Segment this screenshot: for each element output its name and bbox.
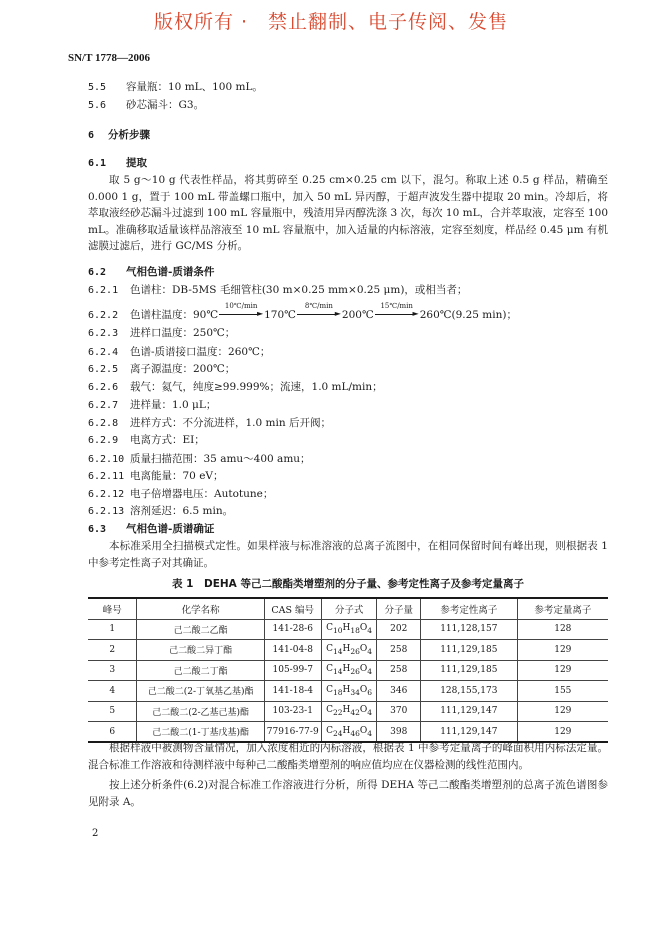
item-text: 进样方式：不分流进样，1.0 min 后开阀； — [130, 417, 331, 429]
column-header: CAS 编号 — [264, 598, 321, 619]
cas-number: 141-04-8 — [264, 640, 321, 661]
cas-number: 141-18-4 — [264, 681, 321, 702]
arrow-head-icon: ► — [412, 309, 419, 318]
formula-element: O — [359, 725, 368, 736]
item-text: 色谱柱：DB-5MS 毛细管柱(30 m×0.25 mm×0.25 μm)，或相当者； — [130, 284, 468, 296]
item-text: 电离能量：70 eV； — [130, 470, 224, 482]
section-title: 提取 — [126, 157, 147, 169]
chemical-name: 己二酸二(2-丁氧基乙基)酯 — [137, 681, 264, 702]
paragraph-text: 取 5 g～10 g 代表性样品，将其剪碎至 0.25 cm×0.25 cm 以下，混匀。称取上述 0.5 g 样品，精确至 0.000 1 g，置于 100 mL 带盖螺口瓶中，加入 50 mL 异丙醇，于超声波发生器中提取 20 min。冷却后，将萃取液经砂芯漏斗过滤到 100 mL 容量瓶中，残渣用异丙醇洗涤 3 次，每次 10 mL，合并萃取液，定容至 100 mL。准确移取适量该样品溶液至 10 mL 容量瓶中，加入适量的内标溶液，定容至刻度，样品经 0.45 μm 有机滤膜过滤后，进行 GC/MS 分析。 — [88, 174, 608, 252]
section-6-1-heading — [88, 156, 147, 171]
item-number: 6.2.1 — [88, 285, 119, 296]
item-number: 6.2.10 — [88, 454, 125, 465]
condition-6-2-3 — [88, 326, 235, 341]
item-number: 6.2.12 — [88, 489, 125, 500]
section-number: 6 — [88, 130, 95, 141]
item-number: 5.5 — [88, 82, 107, 93]
formula-subscript: 18 — [332, 687, 343, 697]
temp-step: 260℃(9.25 min)； — [419, 309, 517, 321]
condition-6-2-2 — [88, 302, 517, 323]
table-row — [88, 660, 608, 681]
item-text: 质量扫描范围：35 amu～400 amu； — [130, 453, 311, 465]
peak-number: 1 — [88, 619, 137, 640]
formula-subscript: 6 — [367, 687, 373, 697]
formula-subscript: 10 — [332, 626, 343, 636]
item-5-6 — [88, 98, 204, 113]
ramp-arrow — [375, 302, 419, 320]
section-number: 6.1 — [88, 158, 107, 169]
formula-element: H — [342, 684, 351, 695]
page-number: 2 — [92, 828, 99, 839]
qualitative-ions: 111,129,147 — [421, 701, 518, 722]
molecular-weight: 258 — [377, 640, 421, 661]
item-number: 6.2.9 — [88, 435, 119, 446]
formula-subscript: 14 — [332, 667, 343, 677]
section-6-3-heading — [88, 522, 214, 537]
item-number: 6.2.8 — [88, 418, 119, 429]
formula-element: O — [359, 623, 368, 634]
chemical-name: 己二酸二乙酯 — [137, 619, 264, 640]
quantitative-ion: 128 — [517, 619, 608, 640]
quantitative-ion: 155 — [517, 681, 608, 702]
item-number: 6.2.5 — [88, 364, 119, 375]
ramp-rate: 8℃/min — [304, 302, 333, 310]
formula-element: O — [359, 664, 368, 675]
item-number: 6.2.3 — [88, 328, 119, 339]
confirmation-paragraph — [88, 538, 608, 571]
condition-6-2-1 — [88, 283, 467, 298]
formula-subscript: 4 — [367, 728, 373, 738]
formula-subscript: 4 — [367, 708, 373, 718]
formula-element: C — [326, 684, 333, 695]
section-6-2-heading — [88, 265, 214, 280]
table-row — [88, 722, 608, 743]
plasticizer-table — [88, 597, 608, 743]
quantitative-ion: 129 — [517, 660, 608, 681]
arrow-head-icon: ► — [256, 309, 264, 318]
condition-6-2-8 — [88, 416, 331, 431]
formula-subscript: 26 — [350, 646, 360, 656]
qualitative-ions: 128,155,173 — [421, 681, 518, 702]
condition-6-2-13 — [88, 504, 233, 519]
formula-element: O — [359, 643, 368, 654]
standard-number: SN/T 1778—2006 — [68, 52, 151, 64]
peak-number: 6 — [88, 722, 137, 743]
column-header: 参考定量离子 — [517, 598, 608, 619]
condition-6-2-6 — [88, 380, 383, 395]
cas-number: 141-28-6 — [264, 619, 321, 640]
chemical-name: 己二酸二丁酯 — [137, 660, 264, 681]
molecular-formula — [321, 640, 377, 661]
temp-step: 170℃ — [264, 309, 296, 321]
peak-number: 4 — [88, 681, 137, 702]
cas-number: 77916-77-9 — [264, 722, 321, 743]
column-header: 化学名称 — [137, 598, 264, 619]
cas-number: 103-23-1 — [264, 701, 321, 722]
table-row — [88, 701, 608, 722]
ramp-rate: 15℃/min — [380, 302, 413, 310]
temp-step: 200℃ — [341, 309, 374, 321]
item-5-5 — [88, 80, 263, 95]
item-text: 色谱-质谱接口温度：260℃； — [130, 346, 271, 358]
table-caption: 表 1 DEHA 等己二酸酯类增塑剂的分子量、参考定性离子及参考定量离子 — [172, 578, 524, 590]
item-number: 5.6 — [88, 100, 107, 111]
column-header: 分子式 — [321, 598, 377, 619]
formula-subscript: 46 — [350, 728, 360, 738]
formula-element: H — [342, 705, 351, 716]
peak-number: 5 — [88, 701, 137, 722]
section-number: 6.3 — [88, 524, 107, 535]
item-text: 容量瓶：10 mL、100 mL。 — [126, 81, 263, 93]
formula-element: C — [326, 643, 333, 654]
arrow-head-icon: ► — [334, 309, 341, 318]
formula-subscript: 4 — [367, 646, 373, 656]
formula-element: O — [359, 684, 368, 695]
quantitative-ion: 129 — [517, 722, 608, 743]
molecular-weight: 202 — [377, 619, 421, 640]
ramp-arrow — [219, 302, 264, 320]
analysis-paragraph: 按上述分析条件(6.2)对混合标准工作溶液进行分析，所得 DEHA 等己二酸酯类增塑剂的总离子流色谱图参见附录 A。 — [88, 779, 608, 808]
formula-element: H — [342, 664, 351, 675]
table-row — [88, 619, 608, 640]
after-table-text — [88, 740, 608, 810]
item-text: 电子倍增器电压：Autotune； — [130, 488, 274, 500]
peak-number: 3 — [88, 660, 137, 681]
molecular-weight: 258 — [377, 660, 421, 681]
molecular-formula — [321, 681, 377, 702]
formula-element: H — [342, 643, 351, 654]
section-title: 气相色谱-质谱条件 — [126, 266, 215, 278]
chemical-name: 己二酸二(1-丁基戊基)酯 — [137, 722, 264, 743]
qualitative-ions: 111,128,157 — [421, 619, 518, 640]
condition-6-2-12 — [88, 487, 273, 502]
formula-subscript: 34 — [350, 687, 360, 697]
item-text: 进样量：1.0 μL； — [130, 399, 217, 411]
formula-element: C — [326, 705, 333, 716]
peak-number: 2 — [88, 640, 137, 661]
molecular-weight: 398 — [377, 722, 421, 743]
condition-6-2-9 — [88, 433, 205, 448]
condition-6-2-5 — [88, 362, 235, 377]
quantitative-ion: 129 — [517, 701, 608, 722]
formula-element: H — [342, 623, 351, 634]
item-text: 电离方式：EI； — [130, 434, 205, 446]
item-number: 6.2.7 — [88, 400, 119, 411]
formula-subscript: 22 — [332, 708, 343, 718]
section-title: 分析步骤 — [108, 129, 150, 141]
formula-subscript: 18 — [350, 626, 360, 636]
qualitative-ions: 111,129,185 — [421, 660, 518, 681]
formula-subscript: 14 — [332, 646, 343, 656]
formula-element: H — [342, 725, 351, 736]
section-6-heading — [88, 128, 150, 143]
formula-element: C — [326, 725, 333, 736]
item-text: 进样口温度：250℃； — [130, 327, 236, 339]
ramp-arrow — [297, 302, 341, 320]
formula-element: C — [326, 664, 333, 675]
item-text: 离子源温度：200℃； — [130, 363, 236, 375]
molecular-formula — [321, 619, 377, 640]
quantitative-ion: 129 — [517, 640, 608, 661]
table-row — [88, 681, 608, 702]
watermark-text: 版权所有 · 禁止翻制、电子传阅、发售 — [153, 11, 509, 33]
qualitative-ions: 111,129,185 — [421, 640, 518, 661]
formula-element: C — [326, 623, 333, 634]
item-number: 6.2.6 — [88, 382, 119, 393]
condition-6-2-10 — [88, 452, 311, 467]
molecular-formula — [321, 660, 377, 681]
table-row — [88, 640, 608, 661]
section-title: 气相色谱-质谱确证 — [126, 523, 215, 535]
qualitative-ions: 111,129,147 — [421, 722, 518, 743]
item-text: 载气：氦气，纯度≥99.999%；流速，1.0 mL/min； — [130, 381, 383, 393]
chemical-name: 己二酸二异丁酯 — [137, 640, 264, 661]
table-header-row — [88, 598, 608, 619]
condition-6-2-7 — [88, 398, 216, 413]
item-text: 溶剂延迟：6.5 min。 — [130, 505, 234, 517]
chemical-name: 己二酸二(2-乙基己基)酯 — [137, 701, 264, 722]
formula-subscript: 26 — [350, 667, 360, 677]
item-number: 6.2.11 — [88, 471, 125, 482]
molecular-weight: 346 — [377, 681, 421, 702]
formula-subscript: 24 — [332, 728, 343, 738]
formula-element: O — [359, 705, 368, 716]
column-header: 参考定性离子 — [421, 598, 518, 619]
section-number: 6.2 — [88, 267, 107, 278]
formula-subscript: 4 — [367, 626, 373, 636]
column-header: 分子量 — [377, 598, 421, 619]
paragraph-text: 本标准采用全扫描模式定性。如果样液与标准溶液的总离子流图中，在相同保留时间有峰出现，则根据表 1 中参考定性离子对其确证。 — [88, 540, 608, 569]
molecular-weight: 370 — [377, 701, 421, 722]
column-header: 峰号 — [88, 598, 137, 619]
molecular-formula — [321, 722, 377, 743]
item-number: 6.2.2 — [88, 310, 119, 321]
formula-subscript: 4 — [367, 667, 373, 677]
molecular-formula — [321, 701, 377, 722]
ramp-rate: 10℃/min — [224, 302, 258, 310]
item-text: 砂芯漏斗：G3。 — [126, 99, 205, 111]
extraction-paragraph — [88, 172, 608, 255]
condition-6-2-4 — [88, 345, 270, 360]
item-number: 6.2.4 — [88, 347, 119, 358]
condition-6-2-11 — [88, 469, 224, 484]
cas-number: 105-99-7 — [264, 660, 321, 681]
temp-program-prefix: 色谱柱温度：90℃ — [130, 309, 219, 321]
formula-subscript: 42 — [350, 708, 360, 718]
item-number: 6.2.13 — [88, 506, 125, 517]
quantification-paragraph: 根据样液中被测物含量情况，加入浓度相近的内标溶液，根据表 1 中参考定量离子的峰面积用内标法定量。混合标准工作溶液和待测样液中每种己二酸酯类增塑剂的响应值均应在仪器检测的线性范围内。 — [88, 742, 608, 771]
